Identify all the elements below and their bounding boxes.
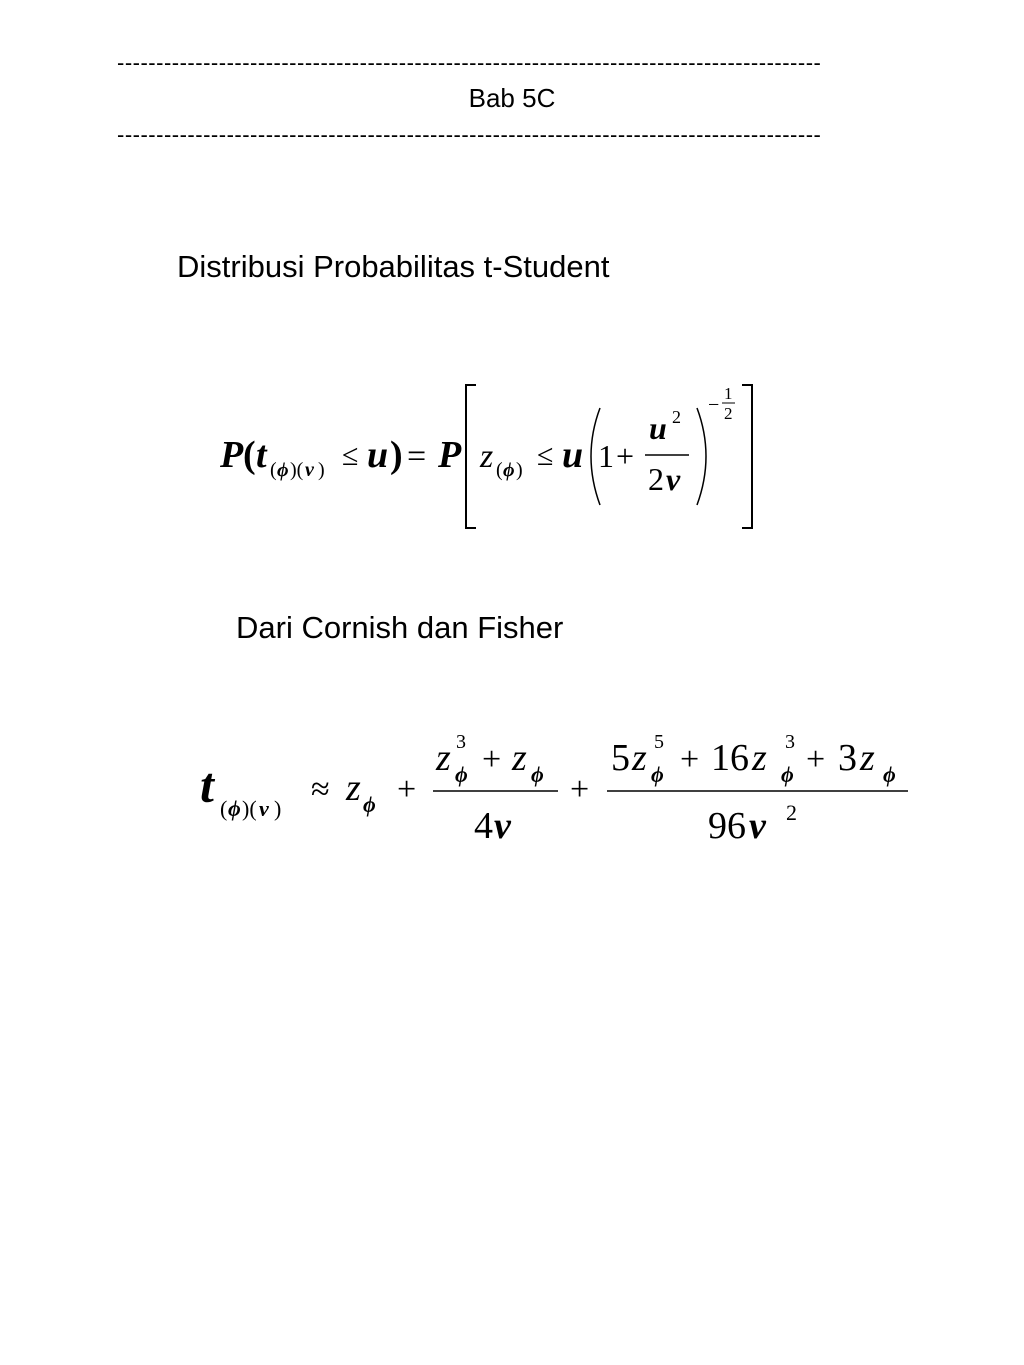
svg-text:ν: ν bbox=[259, 796, 269, 821]
svg-text:+: + bbox=[482, 741, 502, 778]
svg-text:): ) bbox=[516, 459, 523, 481]
svg-text:ϕ: ϕ bbox=[883, 762, 896, 787]
section-subtitle: Dari Cornish dan Fisher bbox=[236, 610, 564, 645]
svg-text:ϕ: ϕ bbox=[503, 459, 515, 481]
svg-text:4: 4 bbox=[474, 805, 493, 847]
chapter-title: Bab 5C bbox=[468, 83, 556, 113]
header-rule-bottom: ------------------------------------------------------------------------------------------ bbox=[117, 124, 822, 146]
svg-text:≈: ≈ bbox=[311, 771, 330, 808]
svg-text:)(: )( bbox=[242, 796, 257, 821]
svg-text:ϕ: ϕ bbox=[363, 792, 376, 817]
svg-text:ϕ: ϕ bbox=[531, 762, 544, 787]
svg-text:ϕ: ϕ bbox=[228, 796, 241, 821]
svg-text:≤: ≤ bbox=[342, 439, 359, 472]
svg-text:−: − bbox=[708, 394, 720, 416]
svg-text:z: z bbox=[860, 737, 875, 779]
svg-text:5: 5 bbox=[654, 731, 664, 753]
section-title: Distribusi Probabilitas t-Student bbox=[177, 249, 610, 284]
svg-text:3: 3 bbox=[785, 731, 795, 753]
svg-text:z: z bbox=[752, 737, 767, 779]
svg-text:(: ( bbox=[243, 434, 256, 476]
svg-text:z: z bbox=[480, 438, 494, 475]
svg-text:): ) bbox=[390, 434, 403, 476]
svg-text:ν: ν bbox=[305, 459, 314, 481]
svg-text:ϕ: ϕ bbox=[277, 459, 289, 481]
svg-text:3: 3 bbox=[838, 737, 857, 779]
svg-text:2: 2 bbox=[648, 461, 664, 497]
svg-text:3: 3 bbox=[456, 731, 466, 753]
svg-text:u: u bbox=[562, 434, 584, 476]
header-rule-top: ------------------------------------------------------------------------------------------ bbox=[117, 52, 822, 74]
svg-text:t: t bbox=[256, 434, 267, 476]
svg-text:): ) bbox=[318, 459, 325, 481]
cornish-fisher-equation bbox=[0, 720, 1024, 870]
svg-text:(: ( bbox=[220, 796, 228, 821]
svg-text:z: z bbox=[346, 767, 361, 809]
svg-text:ν: ν bbox=[749, 805, 766, 847]
svg-text:2: 2 bbox=[724, 404, 733, 423]
svg-text:(: ( bbox=[496, 459, 503, 481]
svg-text:+: + bbox=[616, 438, 635, 474]
svg-text:5: 5 bbox=[611, 737, 630, 779]
svg-text:ϕ: ϕ bbox=[455, 762, 468, 787]
svg-text:): ) bbox=[274, 796, 282, 821]
svg-text:2: 2 bbox=[786, 800, 797, 825]
svg-text:z: z bbox=[512, 737, 527, 779]
svg-text:=: = bbox=[407, 438, 427, 475]
svg-text:ϕ: ϕ bbox=[781, 762, 794, 787]
svg-text:1: 1 bbox=[724, 384, 733, 403]
svg-text:z: z bbox=[436, 737, 451, 779]
svg-text:u: u bbox=[367, 434, 389, 476]
svg-text:16: 16 bbox=[711, 737, 749, 779]
svg-text:1: 1 bbox=[598, 438, 614, 474]
svg-text:+: + bbox=[570, 771, 590, 808]
svg-text:P: P bbox=[438, 434, 462, 476]
svg-text:+: + bbox=[397, 771, 417, 808]
svg-text:ϕ: ϕ bbox=[651, 762, 664, 787]
svg-text:≤: ≤ bbox=[537, 439, 554, 472]
svg-text:z: z bbox=[632, 737, 647, 779]
svg-text:96: 96 bbox=[708, 805, 746, 847]
svg-text:t: t bbox=[200, 757, 214, 813]
svg-text:ν: ν bbox=[494, 805, 511, 847]
svg-text:+: + bbox=[680, 741, 700, 778]
svg-text:2: 2 bbox=[672, 407, 681, 427]
svg-text:u: u bbox=[649, 410, 667, 446]
svg-text:P: P bbox=[220, 434, 244, 476]
probability-equation bbox=[0, 375, 1024, 555]
svg-text:+: + bbox=[806, 741, 826, 778]
svg-text:(: ( bbox=[270, 459, 277, 481]
svg-text:ν: ν bbox=[666, 461, 681, 497]
svg-text:)(: )( bbox=[290, 459, 304, 481]
